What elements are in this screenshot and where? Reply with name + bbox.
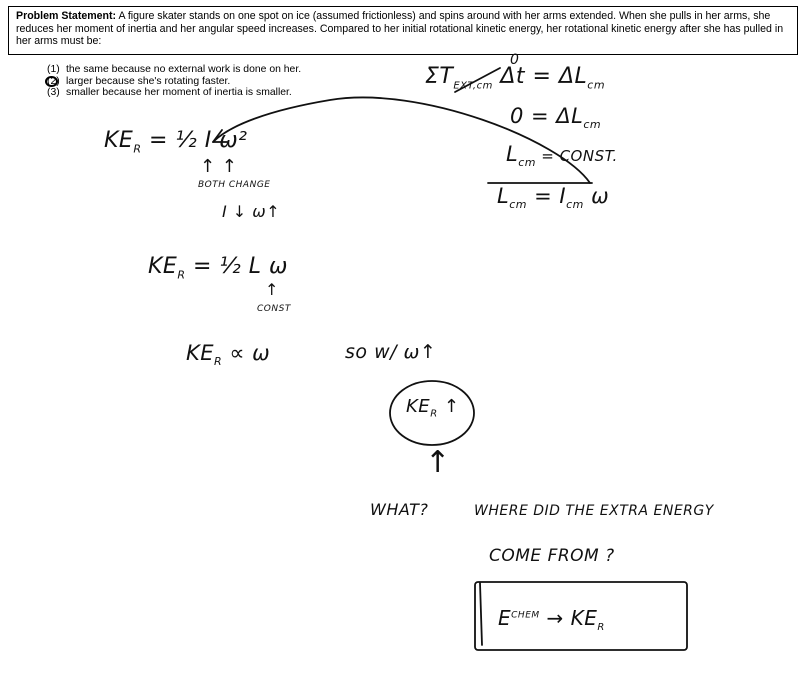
inertia-omega-change: I ↓ ω↑ — [222, 202, 281, 221]
choice-1: (1) the same because no external work is done on her. — [47, 64, 302, 75]
torque-zero-superscript: 0 — [510, 52, 520, 68]
where-text: WHERE DID THE EXTRA ENERGY — [474, 503, 714, 519]
const-label: CONST — [257, 304, 291, 314]
zero-equation: $0 = \Delta L_{cm}$ — [510, 104, 602, 132]
choice-2: (2) larger because she's rotating faster. — [47, 75, 231, 87]
what-text: WHAT? — [370, 500, 429, 519]
ke-equation-1: $KE_R$ = ½ I ω² — [104, 128, 248, 156]
problem-text: A figure skater stands on one spot on ice (assumed frictionless) and spins around with her arms extended. When she pulls in her arms, she reduces her moment of inertia and her angular speed increases. Compared to her initial rotational kinetic energy, her rotational kinetic energy after she has pulled in her arms must be: — [16, 10, 784, 48]
so-omega-up: so w/ ω↑ — [345, 341, 437, 363]
const-arrow: ↑ — [265, 280, 279, 299]
up-arrow: ↑ — [425, 445, 451, 480]
problem-label: Problem Statement: — [16, 10, 117, 22]
echem-to-ke: $E^{CHEM} \to KE_R$ — [498, 606, 605, 633]
choice-3: (3) smaller because her moment of inertia is smaller. — [47, 87, 292, 99]
both-change-label: BOTH CHANGE — [198, 180, 271, 190]
ke-proportional: $KE_R \propto \omega$ — [186, 341, 271, 369]
ke-equation-2: $KE_R$ = ½ L ω — [148, 254, 288, 282]
come-from-text: COME FROM ? — [489, 546, 615, 566]
ke-increases: $KE_R$ ↑ — [406, 396, 460, 420]
l-constant: $L_{cm}$ = CONST. — [506, 142, 618, 170]
torque-equation: $\Sigma T_{EXT,cm}$ $\Delta t = \Delta L_{cm}$ — [425, 64, 606, 92]
l-relation: $L_{cm} = I_{cm}$ ω — [497, 184, 610, 212]
both-change-arrows: ↑ ↑ — [200, 156, 238, 177]
